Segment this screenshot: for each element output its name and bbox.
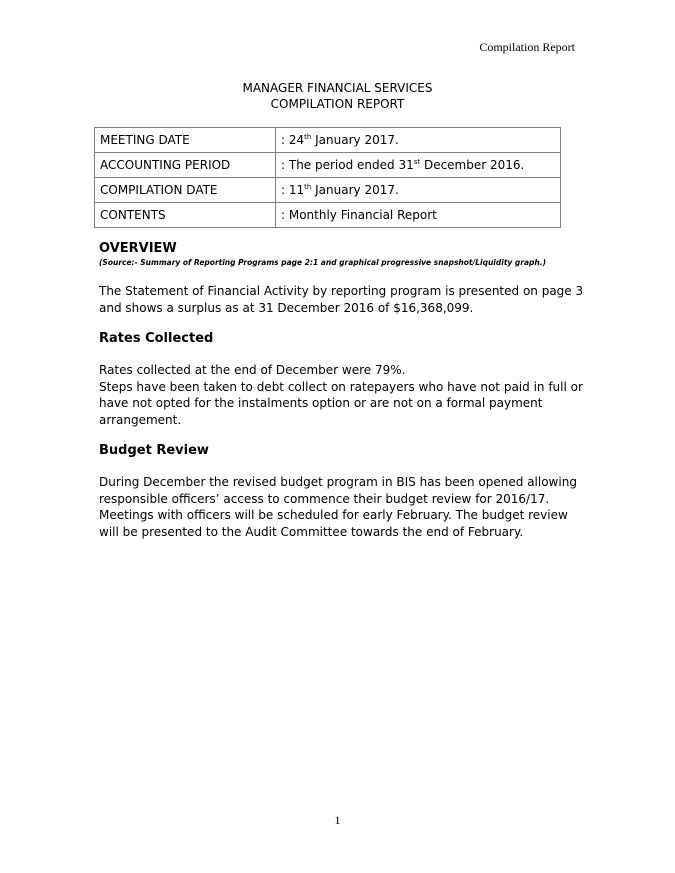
meeting-date-value: [276, 128, 561, 153]
accounting-period-ordinal: st: [413, 158, 421, 166]
table-row: [95, 178, 561, 203]
report-title-line2: COMPILATION REPORT: [270, 97, 405, 111]
table-row: [95, 203, 561, 228]
compilation-date-value: [276, 178, 561, 203]
table-row: [95, 128, 561, 153]
report-info-table: [94, 127, 561, 228]
accounting-period-value: [276, 153, 561, 178]
compilation-date-label: COMPILATION DATE: [95, 178, 276, 203]
accounting-period-prefix: : The period ended 31: [281, 158, 414, 172]
rates-collected-para1: Rates collected at the end of December were 79%.: [99, 363, 406, 377]
overview-body-block: [99, 283, 589, 316]
meeting-date-ordinal: th: [304, 133, 312, 141]
compilation-date-prefix: : 11: [281, 183, 305, 197]
report-titles: [0, 80, 675, 112]
meeting-date-suffix: January 2017.: [311, 133, 399, 147]
running-header: Compilation Report: [479, 40, 575, 54]
overview-heading: OVERVIEW: [99, 241, 177, 256]
accounting-period-suffix: December 2016.: [420, 158, 525, 172]
contents-value: : Monthly Financial Report: [276, 203, 561, 228]
contents-label: CONTENTS: [95, 203, 276, 228]
rates-collected-para2: Steps have been taken to debt collect on ratepayers who have not paid in full or have not opted for the instalments option or are not on a formal payment arrangement.: [99, 379, 583, 427]
report-title-line1: MANAGER FINANCIAL SERVICES: [242, 81, 433, 95]
accounting-period-label: ACCOUNTING PERIOD: [95, 153, 276, 178]
table-row: [95, 153, 561, 178]
budget-review-body: During December the revised budget program in BIS has been opened allowing responsible officers’ access to commence their budget review for 2016/17. Meetings with officers will be scheduled for early February. The budget review will be presented to the Audit Committee towards the end of February.: [99, 475, 577, 539]
overview-body: The Statement of Financial Activity by reporting program is presented on page 3 and shows a surplus as at 31 December 2016 of $16,368,099.: [99, 284, 584, 315]
budget-review-heading: Budget Review: [99, 443, 209, 458]
compilation-date-ordinal: th: [304, 183, 312, 191]
budget-review-block: [99, 474, 589, 540]
rates-collected-heading: Rates Collected: [99, 331, 214, 346]
compilation-date-suffix: January 2017.: [311, 183, 399, 197]
rates-collected-block: [99, 362, 589, 428]
overview-source-note: (Source:- Summary of Reporting Programs page 2:1 and graphical progressive snapshot/Liquidity graph.): [99, 258, 547, 267]
page-number: 1: [334, 813, 341, 827]
meeting-date-label: MEETING DATE: [95, 128, 276, 153]
meeting-date-prefix: : 24: [281, 133, 305, 147]
